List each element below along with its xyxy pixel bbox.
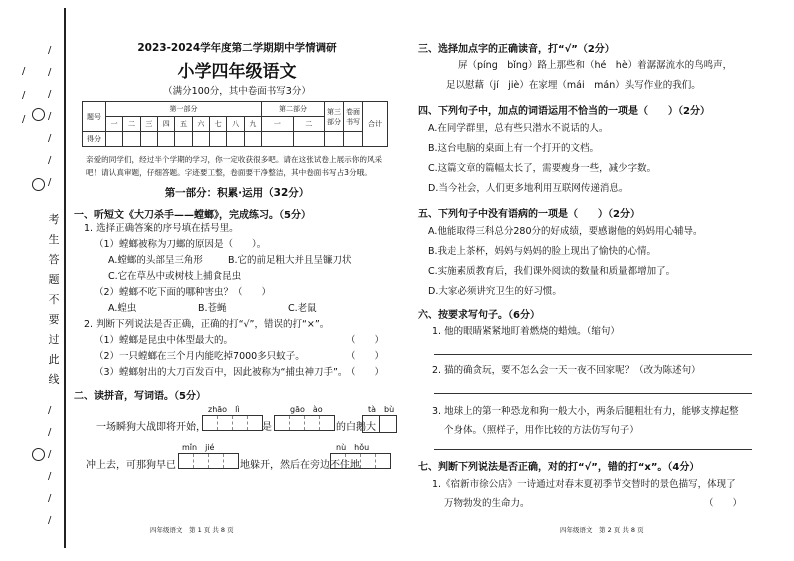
q1-sub2: 2. 判断下列说法是否正确，正确的打“√”，错误的打“×”。 [84, 319, 330, 330]
q2-title: 二、读拼音，写词语。（5分） [74, 391, 206, 402]
pinyin: mǐn jié [182, 443, 215, 452]
pinyin-row-1 [74, 404, 400, 436]
score-table-cell: 九 [244, 117, 261, 132]
score-table-cell: 五 [175, 117, 192, 132]
score-table-header: 第三部分 [325, 102, 344, 132]
score-input[interactable] [123, 132, 140, 147]
part1-title: 第一部分：积累·运用（32分） [164, 187, 310, 199]
option-a[interactable]: A.螳螂的头部呈三角形 [108, 255, 203, 266]
pinyin-row-2 [74, 442, 400, 474]
q1-1: （1）螳螂被称为刀螂的原因是（ ）。 [94, 239, 267, 250]
answer-parens[interactable]: （ ） [345, 335, 384, 346]
score-input[interactable] [293, 132, 324, 147]
pinyin: nù hǒu [336, 443, 370, 452]
q6-title: 六、按要求写句子。（6分） [418, 310, 540, 321]
char-box-minjie[interactable] [178, 453, 239, 469]
sentence-part: 的白鹅大 [336, 422, 376, 433]
binding-char: 线 [48, 373, 60, 386]
q7-item-1a: 1.《宿新市徐公店》一诗通过对春末夏初季节交替时的景色描写，体现了 [432, 479, 736, 490]
tf-statement: （3）螳螂射出的大刀百发百中，因此被称为“捕虫神刀手”。 [94, 367, 348, 378]
page-1-footer: 四年级语文 第 1 页 共 8 页 [150, 526, 234, 534]
tf-statement: （1）螳螂是昆虫中体型最大的。 [94, 335, 234, 346]
binding-hole [32, 448, 45, 461]
binding-char: 考 [48, 213, 60, 226]
option-c[interactable]: C.老鼠 [288, 303, 317, 314]
q3-line-2: 足以慰藉（jí jiè）在家埋（mái mán）头写作业的我们。 [446, 80, 701, 91]
score-table-cell: 二 [293, 117, 324, 132]
sentence-part: 是 [262, 422, 272, 433]
page-2 [418, 40, 758, 512]
binding-char: 生 [48, 233, 60, 246]
score-table-cell: 七 [210, 117, 227, 132]
sentence-part: 一场瞬狗大战即将开始， [96, 422, 206, 433]
score-note: （满分100分，其中卷面书写3分） [163, 86, 311, 97]
score-table-header: 合计 [363, 102, 388, 147]
answer-line[interactable] [434, 379, 752, 394]
q5-option-d[interactable]: D.大家必须讲究卫生的好习惯。 [428, 286, 562, 297]
score-table-header: 第二部分 [262, 102, 325, 117]
binding-char: 不 [48, 293, 60, 306]
sentence-part: 地躲开，然后在旁边不住地 [240, 460, 360, 471]
q6-item-1: 1. 他的眼睛紧紧地盯着燃烧的蜡烛。（缩句） [432, 326, 620, 337]
score-input[interactable] [210, 132, 227, 147]
pinyin: zhāo lì [208, 405, 240, 414]
instructions-note: 亲爱的同学们，经过半个学期的学习，你一定收获很多吧。请在这张试卷上展示你的风采吧！请认真审题，仔细答题。字迹要工整，卷面要干净整洁，其中卷面书写占3分哦。 [86, 155, 383, 177]
char-box-tabu[interactable] [362, 415, 397, 433]
q3-title: 三、选择加点字的正确读音，打“√”（2分） [418, 44, 615, 55]
score-input[interactable] [325, 132, 344, 147]
score-input[interactable] [158, 132, 175, 147]
binding-slashes-top: / / / / / / / [48, 45, 52, 188]
score-table-cell: 一 [106, 117, 123, 132]
score-table-label: 得分 [83, 132, 106, 147]
q7-item-1b-text: 万物勃发的生命力。 [444, 498, 530, 509]
q4-option-b[interactable]: B.这台电脑的桌面上有一个打开的文档。 [428, 143, 600, 154]
char-box-nuhou[interactable] [330, 453, 391, 469]
score-table-cell: 一 [262, 117, 293, 132]
char-box-zhaoli[interactable] [202, 415, 263, 431]
option-b[interactable]: B.它的前足粗大并且呈镰刀状 [228, 255, 352, 266]
score-table-cell: 四 [158, 117, 175, 132]
option-c[interactable]: C.它在草丛中或树枝上捕食昆虫 [108, 271, 242, 282]
q5-option-b[interactable]: B.我走上茶杯，妈妈与妈妈的脸上现出了愉快的心情。 [428, 246, 657, 257]
sentence-part: 冲上去，可那狗早已 [86, 460, 176, 471]
pinyin: gāo ào [290, 405, 323, 414]
q7-item-1b [418, 496, 758, 512]
binding-hole [32, 108, 45, 121]
q1-sub1: 1. 选择正确答案的序号填在括号里。 [84, 223, 239, 234]
score-input[interactable] [140, 132, 157, 147]
score-input[interactable] [344, 132, 363, 147]
binding-slashes-bottom: / / / / / / [48, 405, 52, 526]
q5-title: 五、下列句子中没有语病的一项是（ ）（2分） [418, 209, 640, 220]
pinyin: tà bù [368, 405, 395, 414]
binding-slashes-outer: / / / [22, 66, 26, 125]
score-table-cell: 八 [227, 117, 244, 132]
score-input[interactable] [262, 132, 293, 147]
score-input[interactable] [106, 132, 123, 147]
answer-parens[interactable]: （ ） [345, 367, 384, 378]
answer-parens[interactable]: （ ） [345, 351, 384, 362]
score-input[interactable] [244, 132, 261, 147]
exam-title: 2023-2024学年度第二学期期中学情调研 [137, 42, 337, 54]
q6-item-3a: 3. 地球上的第一种恐龙和狗一般大小，两条后腿粗壮有力，能够支撑起整 [432, 406, 739, 417]
option-b[interactable]: B.苍蝇 [198, 303, 227, 314]
q7-title: 七、判断下列说法是否正确，对的打“√”，错的打“x”。（4分） [418, 462, 700, 473]
char-box-gaoao[interactable] [274, 415, 335, 431]
binding-warning [46, 210, 62, 390]
score-input[interactable] [192, 132, 209, 147]
q5-option-c[interactable]: C.实施素质教育后，我们课外阅读的数量和质量都增加了。 [428, 266, 676, 277]
score-table-header: 第一部分 [106, 102, 262, 117]
binding-char: 答 [48, 253, 60, 266]
tf-item-2 [74, 349, 400, 365]
q6-item-2: 2. 猫的确贪玩，要不怎么会一天一夜不回家呢？（改为陈述句） [432, 365, 701, 376]
q1-1-options-c [74, 269, 400, 285]
score-table [82, 101, 388, 147]
page-2-footer: 四年级语文 第 2 页 共 8 页 [560, 526, 644, 534]
q1-title: 一、听短文《大刀杀手——螳螂》，完成练习。（5分） [74, 210, 311, 221]
binding-char: 过 [48, 333, 60, 346]
score-table-header: 卷面书写 [344, 102, 363, 132]
q4-title: 四、下列句子中，加点的词语运用不恰当的一项是（ ）（2分） [418, 106, 710, 117]
score-input[interactable] [227, 132, 244, 147]
answer-parens[interactable]: （ ） [703, 498, 742, 509]
q4-option-c[interactable]: C.这篇文章的篇幅太长了，需要瘦身一些，减少字数。 [428, 163, 657, 174]
tf-item-1 [74, 333, 400, 349]
q3-line-1: 屏（píng bǐng）路上那些和（hé hè）着潺潺流水的鸟鸣声， [458, 60, 733, 71]
page-1 [74, 0, 400, 474]
option-a[interactable]: A.蝗虫 [108, 303, 137, 314]
score-input[interactable] [175, 132, 192, 147]
binding-line [64, 8, 66, 548]
binding-hole [32, 178, 45, 191]
answer-line[interactable] [434, 340, 752, 355]
tf-statement: （2）一只螳螂在三个月内能吃掉7000多只蚊子。 [94, 351, 305, 362]
binding-char: 要 [48, 313, 60, 326]
tf-item-3 [74, 365, 400, 381]
score-table-cell: 六 [192, 117, 209, 132]
q1-2-options [74, 301, 400, 317]
q4-option-a[interactable]: A.在同学群里，总有些只潜水不说话的人。 [428, 123, 609, 134]
answer-line[interactable] [434, 439, 752, 450]
q1-1-options [74, 253, 400, 269]
score-table-cell: 三 [140, 117, 157, 132]
q1-2: （2）螳螂不吃下面的哪种害虫？（ ） [94, 287, 272, 298]
binding-char: 题 [48, 273, 60, 286]
q5-option-a[interactable]: A.他能取得三科总分280分的好成绩，要感谢他的妈妈用心辅导。 [428, 226, 703, 237]
q4-option-d[interactable]: D.当今社会，人们更多地利用互联网传递消息。 [428, 183, 629, 194]
grade-title: 小学四年级语文 [177, 62, 297, 82]
binding-char: 此 [48, 353, 60, 366]
score-table-cell: 二 [123, 117, 140, 132]
q6-item-3b: 个身体。（照样子，用作比较的方法仿写句子） [444, 425, 639, 436]
score-table-header: 题号 [83, 102, 106, 132]
